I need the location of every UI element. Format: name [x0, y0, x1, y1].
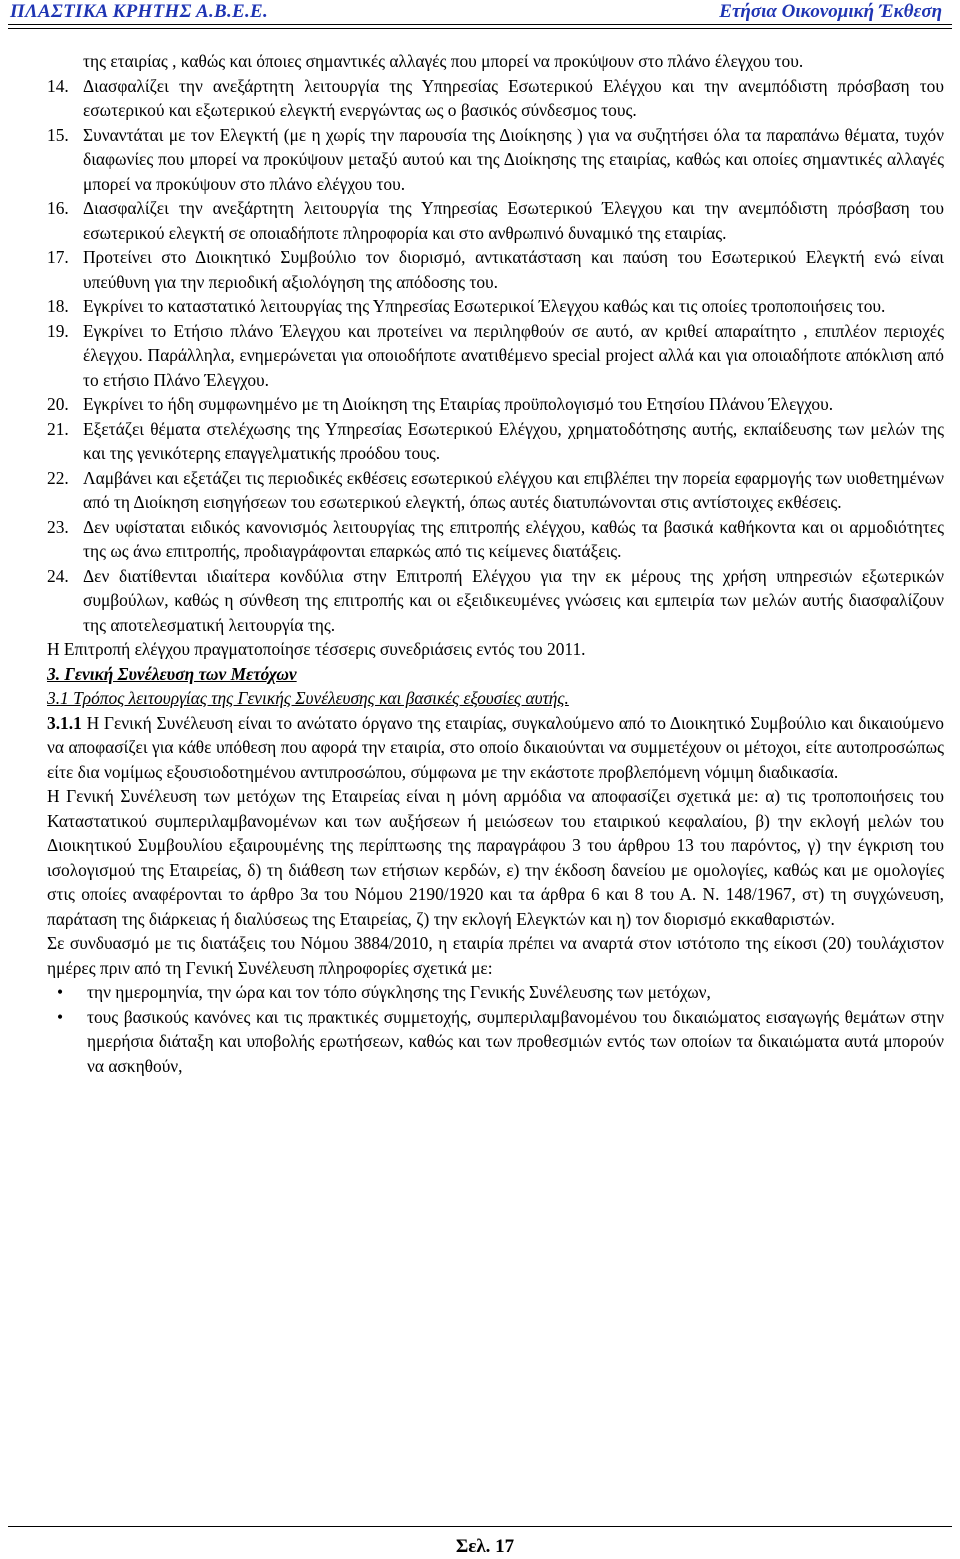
- paragraph-3-1-1: [47, 711, 944, 785]
- footer-rule: [8, 1526, 952, 1527]
- item-number: 20.: [47, 394, 69, 414]
- closing-statement: Η Επιτροπή ελέγχου πραγματοποίησε τέσσερις συνεδριάσεις εντός του 2011.: [47, 639, 586, 659]
- item-text: Διασφαλίζει την ανεξάρτητη λειτουργία της Υπηρεσίας Εσωτερικού Έλεγχου και την ανεμπόδιστη πρόσβαση του εσωτερικού ελεγκτή σε οποιαδήποτε πληροφορία και στο ανθρωπινό δυναμικό της εταιρίας.: [83, 198, 944, 243]
- item-number: 14.: [47, 75, 69, 96]
- header-rule-secondary: [8, 28, 952, 29]
- bullet-icon: •: [57, 1006, 64, 1027]
- paragraph-number: 3.1.1: [47, 712, 82, 733]
- item-text: Λαμβάνει και εξετάζει τις περιοδικές εκθέσεις εσωτερικού ελέγχου και επιβλέπει την πορεία εφαρμογής των υιοθετημένων από τη Διοίκηση εισηγήσεων του εσωτερικού ελεγκτή, όπως αυτές διατυπώνονται στις αντίστοιχες εκθέσεις.: [83, 467, 944, 512]
- item-text: Δεν υφίσταται ειδικός κανονισμός λειτουργίας της επιτροπής ελέγχου, καθώς τα βασικά καθήκοντα και οι αρμοδιότητες της ως άνω επιτροπής, προδιαγράφονται επαρκώς από τις κείμενες διατάξεις.: [83, 516, 944, 561]
- subsection-title: 3.1 Τρόπος λειτουργίας της Γενικής Συνέλευσης και βασικές εξουσίες αυτής.: [47, 688, 569, 708]
- item-number: 19.: [47, 320, 69, 341]
- bullet-item: [47, 980, 944, 1005]
- list-item: [47, 245, 944, 294]
- header-rule: [8, 24, 952, 25]
- page-content: [47, 49, 944, 1078]
- item-number: 22.: [47, 467, 69, 488]
- company-name: ΠΛΑΣΤΙΚΑ ΚΡΗΤΗΣ Α.Β.Ε.Ε.: [10, 1, 269, 22]
- paragraph-text: Η Γενική Συνέλευση είναι το ανώτατο όργανο της εταιρίας, συγκαλούμενο από το Διοικητικό Συμβούλιο και δικαιούμενο να αποφασίζει για κάθε υπόθεση που αφορά την εταιρία, στο οποίο δικαιούνται να συμμετέχουν οι μέτοχοι, είτε αυτοπροσώπως είτε δια νομίμως εξουσιοδοτημένου αντιπροσώπου, σύμφωνα με την εκάστοτε προβλεπόμενη νόμιμη διαδικασία.: [47, 712, 944, 782]
- list-item: [47, 196, 944, 245]
- list-item: [47, 417, 944, 466]
- list-item: [47, 515, 944, 564]
- item-text: Διασφαλίζει την ανεξάρτητη λειτουργία της Υπηρεσίας Εσωτερικού Ελέγχου και την ανεμπόδιστη πρόσβαση του εσωτερικού και εξωτερικού ελεγκτή ενεργώντας ως ο βασικός σύνδεσμος τους.: [83, 75, 944, 120]
- section-title: 3. Γενική Συνέλευση των Μετόχων: [47, 663, 297, 684]
- bullet-icon: •: [57, 982, 64, 1002]
- item-text: Συναντάται με τον Ελεγκτή (με η χωρίς την παρουσία της Διοίκησης ) για να συζητήσει όλα τα παραπάνω θέματα, τυχόν διαφωνίες που μπορεί να προκύψουν μεταξύ αυτού και της Διοίκησης της εταιρίας, καθώς και οποίες σημαντικές αλλαγές μπορεί να προκύψουν στο πλάνο ελέγχου του.: [83, 124, 944, 194]
- item-text: Προτείνει στο Διοικητικό Συμβούλιο τον διορισμό, αντικατάσταση και παύση του Εσωτερικού Ελεγκτή ενώ είναι υπεύθυνη για την περιοδική αξιολόγηση της απόδοσης του.: [83, 247, 944, 292]
- list-item: [47, 123, 944, 197]
- item-number: 16.: [47, 198, 69, 218]
- list-item: [47, 319, 944, 393]
- item-number: 21.: [47, 418, 69, 439]
- item-text: Εγκρίνει το ήδη συμφωνημένο με τη Διοίκηση της Εταιρίας προϋπολογισμό του Ετησίου Πλάνου Έλεγχου.: [83, 394, 834, 414]
- item-number: 23.: [47, 516, 69, 537]
- page-header: [0, 0, 960, 30]
- bullet-text: την ημερομηνία, την ώρα και τον τόπο σύγκλησης της Γενικής Συνέλευσης των μετόχων,: [87, 982, 711, 1002]
- item-text: Δεν διατίθενται ιδιαίτερα κονδύλια στην Επιτροπή Ελέγχου για την εκ μέρους της χρήση υπηρεσιών εξωτερικών συμβούλων, καθώς η σύνθεση της επιτροπής και οι εξειδικευμένες γνώσεις και εμπειρία των μελών αυτής διασφαλίζουν της αποτελεσματική λειτουργία της.: [83, 565, 944, 635]
- page-number: Σελ. 17: [455, 1536, 515, 1557]
- item-text: Εγκρίνει το καταστατικό λειτουργίας της Υπηρεσίας Εσωτερικοί Έλεγχου καθώς και τις οποίες τροποποιήσεις του.: [83, 296, 886, 316]
- item-text: Εξετάζει θέματα στελέχωσης της Υπηρεσίας Εσωτερικού Ελέγχου, χρηματοδότησης αυτής, εκπαίδευσης των μελών της και της γενικότερης επαγγελματικής προόδου τους.: [83, 418, 944, 463]
- bullet-list: [47, 980, 944, 1078]
- item-number: 15.: [47, 124, 69, 145]
- list-item: [47, 466, 944, 515]
- item-number: 24.: [47, 565, 69, 586]
- item-list: [47, 74, 944, 638]
- bullet-item: [47, 1005, 944, 1079]
- item-number: 18.: [47, 296, 69, 316]
- item-number: 17.: [47, 247, 69, 267]
- item-text: Εγκρίνει το Ετήσιο πλάνο Έλεγχου και προτείνει να περιληφθούν σε αυτό, αν κριθεί απαραίτητο , επιπλέον περιοχές έλεγχου. Παράλληλα, ενημερώνεται για οποιοδήποτε ανατιθέμενο special project αλλά και για οποιαδήποτε απόκλιση από το ετήσιο Πλάνο Έλεγχου.: [83, 320, 944, 390]
- bullet-text: τους βασικούς κανόνες και τις πρακτικές συμμετοχής, συμπεριλαμβανομένου του δικαιώματος εισαγωγής θεμάτων στην ημερήσια διάταξη και υποβολής ερωτήσεων, καθώς και των προθεσμιών εντός των οποίων τα δικαιώματα αυτά μπορούν να ασκηθούν,: [87, 1006, 944, 1076]
- list-item: [47, 294, 944, 319]
- paragraph-law: Σε συνδυασμό με τις διατάξεις του Νόμου 3884/2010, η εταιρία πρέπει να αναρτά στον ιστότοπο της είκοσι (20) τουλάχιστον ημέρες πριν από τη Γενική Συνέλευση πληροφορίες σχετικά με:: [47, 933, 944, 978]
- continuation-text: της εταιρίας , καθώς και όποιες σημαντικές αλλαγές που μπορεί να προκύψουν στο πλάνο έλεγχου του.: [83, 51, 804, 71]
- list-item: [47, 392, 944, 417]
- paragraph-powers: Η Γενική Συνέλευση των μετόχων της Εταιρείας είναι η μόνη αρμόδια να αποφασίζει σχετικά με: α) τις τροποποιήσεις του Καταστατικού συμπεριλαμβανομένων και των αυξήσεων ή μειώσεων του εταιρικού κεφαλαίου, β) την εκλογή μελών του Διοικητικού Συμβουλίου εξαιρουμένης της περίπτωσης της παραγράφου 3 του άρθρου 13 του παρόντος, γ) την έγκριση του ισολογισμού της Εταιρείας, δ) τη διάθεση των ετήσιων κερδών, ε) την έκδοση δανείου με ομολογίες, καθώς και με ομολογίες στις οποίες αναφέρονται το άρθρο 3α του Νόμου 2190/1920 και τα άρθρα 6 και 8 του Α. Ν. 148/1967, στ) τη συγχώνευση, παράταση της διάρκειας ή διαλύσεως της Εταιρείας, ζ) την εκλογή Ελεγκτών και η) τον διορισμό εκκαθαριστών.: [47, 786, 944, 929]
- report-title: Ετήσια Οικονομική Έκθεση: [719, 1, 942, 22]
- list-item: [47, 74, 944, 123]
- list-item: [47, 564, 944, 638]
